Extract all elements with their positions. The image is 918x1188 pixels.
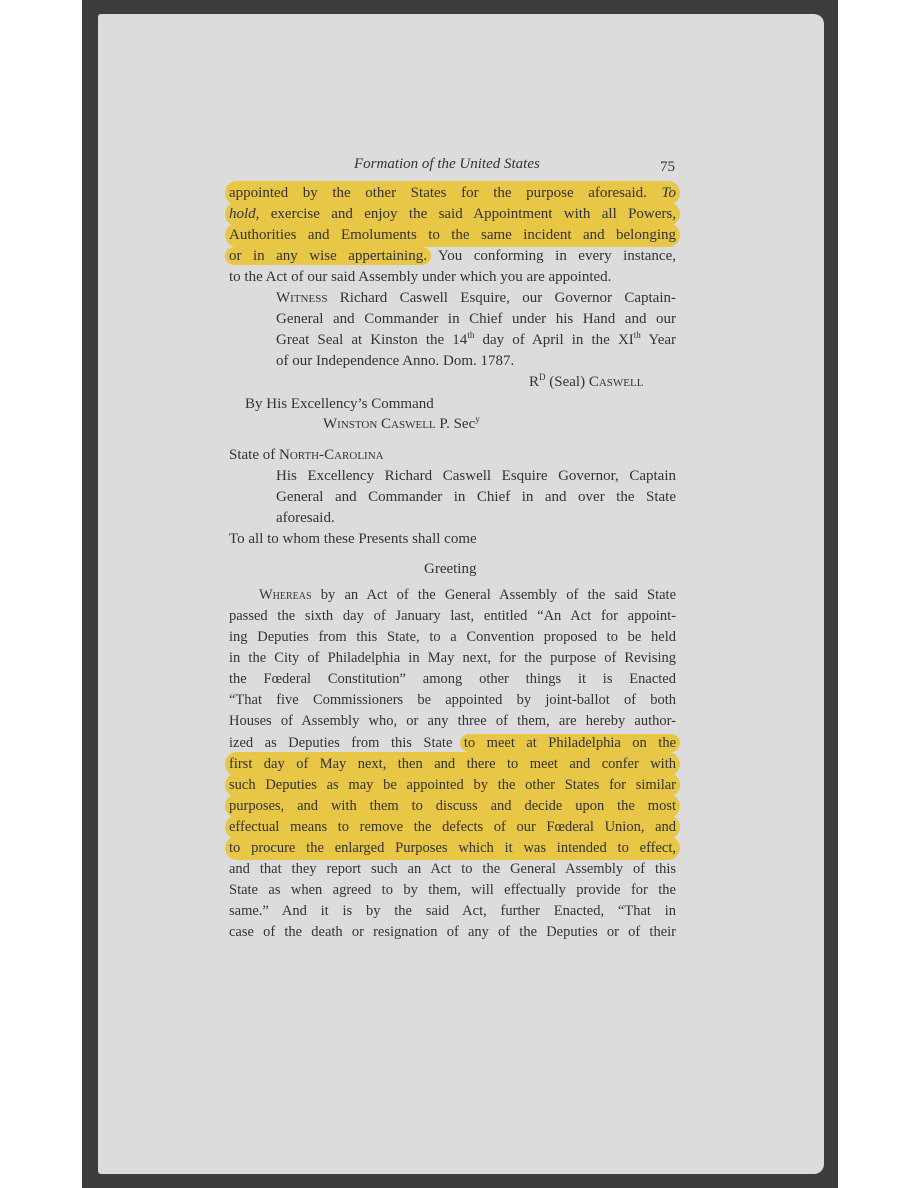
highlight: hold, exercise and enjoy the said Appointment with all Powers, xyxy=(229,206,676,222)
text-line xyxy=(229,754,676,775)
greeting-heading: Greeting xyxy=(424,561,477,577)
text-line: passed the sixth day of January last, entitled “An Act for appoint- xyxy=(229,608,676,624)
text-line: the Fœderal Constitution” among other things it is Enacted xyxy=(229,671,676,687)
text-line: General and Commander in Chief in and over the State xyxy=(276,489,676,505)
text-line: State as when agreed to by them, will effectually provide for the xyxy=(229,882,676,898)
text-line xyxy=(229,817,676,838)
highlight: effectual means to remove the defects of our Fœderal Union, and xyxy=(229,819,676,835)
text-line: “That five Commissioners be appointed by joint-ballot of both xyxy=(229,692,676,708)
highlight: first day of May next, then and there to meet and confer with xyxy=(229,756,676,772)
text-line: case of the death or resignation of any of the Deputies or of their xyxy=(229,924,676,940)
highlight: purposes, and with them to discuss and decide upon the most xyxy=(229,798,676,814)
highlight: Authorities and Emoluments to the same incident and belonging xyxy=(229,227,676,243)
text-line: By His Excellency’s Command xyxy=(245,396,434,412)
secretary-line: Winston Caswell P. Sec$^y$ xyxy=(323,414,480,432)
text-line: in the City of Philadelphia in May next, for the purpose of Revising xyxy=(229,650,676,666)
text-line: Whereas by an Act of the General Assembly of the said State xyxy=(259,587,677,603)
text-line: to the Act of our said Assembly under which you are appointed. xyxy=(229,269,612,285)
text-line: and that they report such an Act to the General Assembly of this xyxy=(229,861,676,877)
text-line: His Excellency Richard Caswell Esquire Governor, Captain xyxy=(276,468,676,484)
text-line: aforesaid. xyxy=(276,510,335,526)
text-line: General and Commander in Chief under his Hand and our xyxy=(276,311,676,327)
highlight: such Deputies as may be appointed by the other States for similar xyxy=(229,777,676,793)
text-line: Witness Richard Caswell Esquire, our Governor Captain- xyxy=(276,290,676,306)
text-line xyxy=(229,183,676,204)
highlight: to procure the enlarged Purposes which it was intended to effect, xyxy=(229,840,676,856)
highlight: appointed by the other States for the purpose aforesaid. To xyxy=(229,185,677,201)
text-line: ing Deputies from this State, to a Convention proposed to be held xyxy=(229,629,676,645)
text-line xyxy=(229,204,676,225)
text-line: To all to whom these Presents shall come xyxy=(229,531,477,547)
page-number: 75 xyxy=(660,159,675,175)
text-line: Great Seal at Kinston the 14th day of April in the XIth Year xyxy=(276,330,677,348)
text-line xyxy=(229,225,676,246)
text-line: same.” And it is by the said Act, further Enacted, “That in xyxy=(229,903,676,919)
signature-line: $R^D$ (Seal) Caswell xyxy=(529,372,644,390)
text-line: ized as Deputies from this State to meet at Philadelphia on the xyxy=(229,733,676,754)
text-line xyxy=(229,838,676,859)
text-line: State of North-Carolina xyxy=(229,447,384,463)
text-line: of our Independence Anno. Dom. 1787. xyxy=(276,353,515,369)
text-line xyxy=(229,775,676,796)
highlight: or in any wise appertaining. xyxy=(225,247,431,265)
running-title: Formation of the United States xyxy=(354,156,540,172)
text-line: or in any wise appertaining. You conforming in every instance, xyxy=(229,246,676,267)
highlight: to meet at Philadelphia on the xyxy=(460,734,680,752)
text-line xyxy=(229,796,676,817)
text-line: Houses of Assembly who, or any three of them, are hereby author- xyxy=(229,713,676,729)
